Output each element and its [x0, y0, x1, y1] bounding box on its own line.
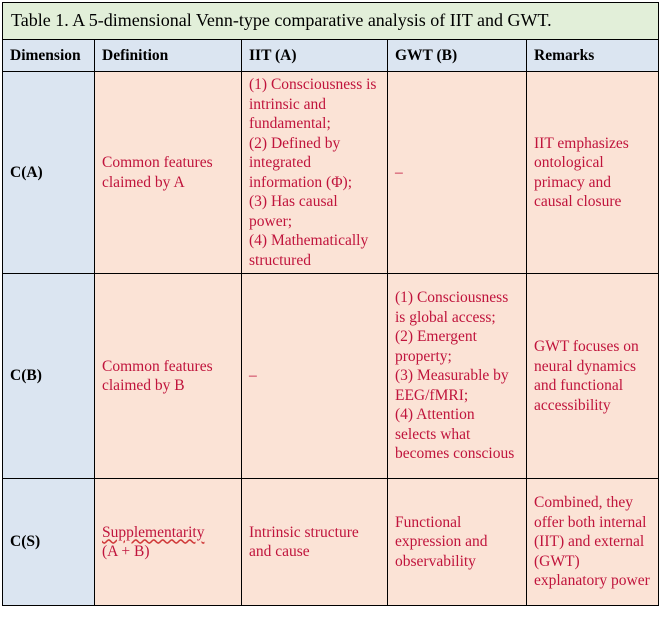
iit-cell: [242, 72, 388, 274]
list-item: (1) Consciousness is global access;: [395, 289, 509, 326]
dimension-cell: C(S): [3, 479, 95, 606]
header-dimension: Dimension: [3, 40, 95, 72]
dimension-cell: C(B): [3, 274, 95, 479]
gwt-cell: [388, 274, 527, 479]
table-row: [3, 72, 659, 274]
header-remarks: Remarks: [527, 40, 659, 72]
list-item: (2) Emergent property;: [395, 328, 477, 365]
table-caption: Table 1. A 5-dimensional Venn-type comparative analysis of IIT and GWT.: [3, 3, 659, 40]
definition-cell: [95, 479, 242, 606]
header-row: [3, 40, 659, 72]
list-item: (4) Attention selects what becomes conscious: [395, 406, 515, 463]
definition-cell: Common features claimed by A: [95, 72, 242, 274]
list-item: (1) Consciousness is intrinsic and fundamental;: [249, 76, 377, 132]
header-definition: Definition: [95, 40, 242, 72]
gwt-cell: –: [388, 72, 527, 274]
list-item: (4) Mathematically structured: [249, 232, 369, 269]
remarks-cell: GWT focuses on neural dynamics and functional accessibility: [527, 274, 659, 479]
table-row: [3, 479, 659, 606]
definition-cell: Common features claimed by B: [95, 274, 242, 479]
remarks-cell: Combined, they offer both internal (IIT) and external (GWT) explanatory power: [527, 479, 659, 606]
iit-cell: –: [242, 274, 388, 479]
table-row: [3, 274, 659, 479]
iit-cell: Intrinsic structure and cause: [242, 479, 388, 606]
comparison-table: [2, 2, 659, 606]
list-item: (3) Has causal power;: [249, 193, 338, 230]
definition-formula: (A + B): [102, 543, 150, 560]
remarks-cell: IIT emphasizes ontological primacy and causal closure: [527, 72, 659, 274]
header-gwt: GWT (B): [388, 40, 527, 72]
list-item: (3) Measurable by EEG/fMRI;: [395, 367, 509, 404]
header-iit: IIT (A): [242, 40, 388, 72]
gwt-cell: Functional expression and observability: [388, 479, 527, 606]
dimension-cell: C(A): [3, 72, 95, 274]
list-item: (2) Defined by integrated information (Φ);: [249, 134, 353, 191]
comparison-table-container: [2, 2, 658, 606]
definition-term: Supplementarity: [102, 523, 205, 541]
